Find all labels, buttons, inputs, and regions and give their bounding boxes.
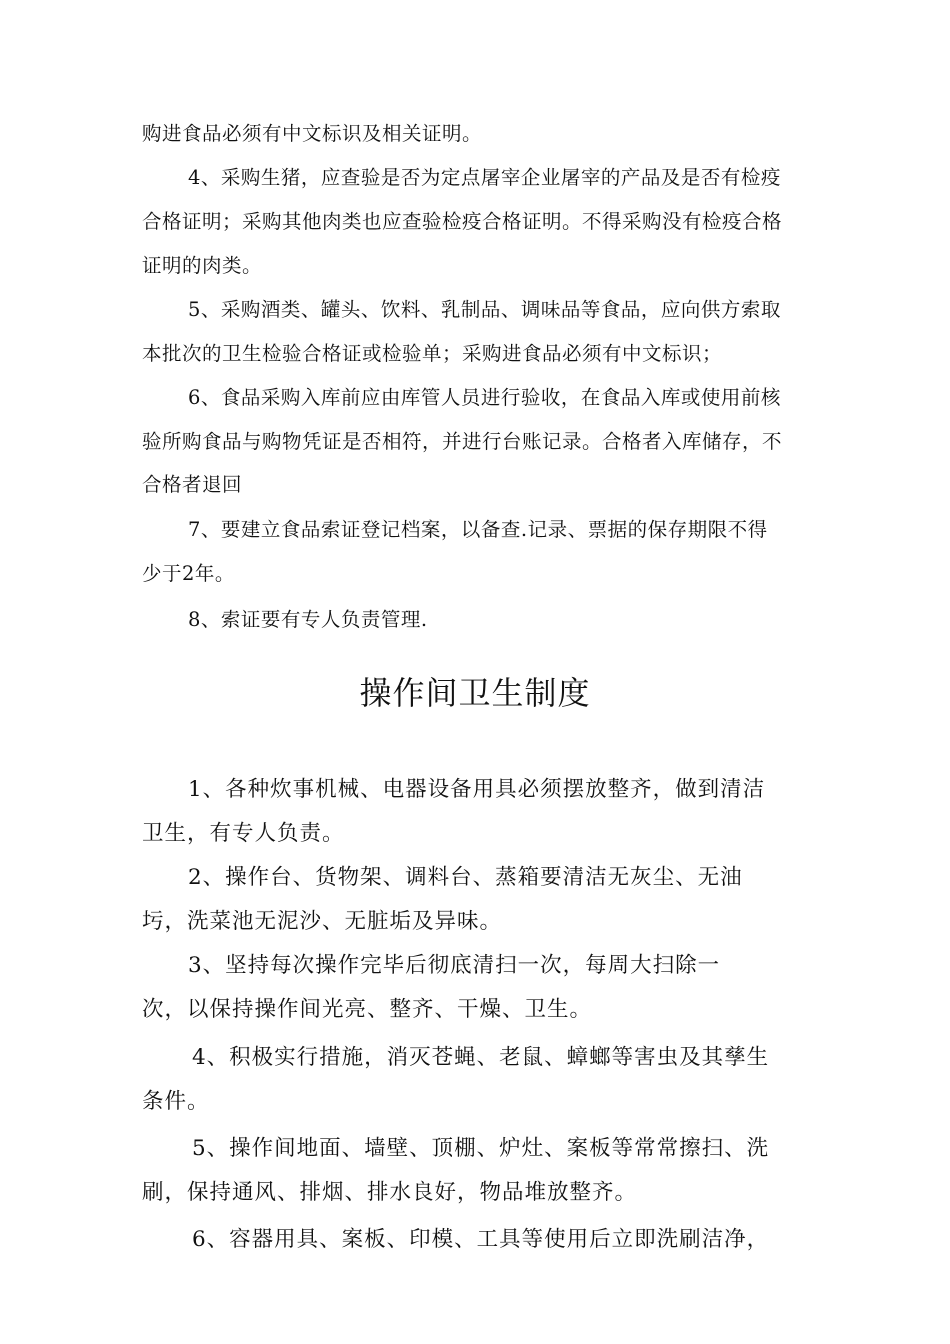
paragraph-line: 圬，洗菜池无泥沙、无脏垢及异味。 (142, 909, 503, 934)
paragraph-line: 1、各种炊事机械、电器设备用具必须摆放整齐，做到清洁 (188, 777, 766, 802)
paragraph-line: 4、采购生猪，应查验是否为定点屠宰企业屠宰的产品及是否有检疫 (188, 166, 781, 189)
paragraph-line: 2、操作台、货物架、调料台、蒸箱要清洁无灰尘、无油 (188, 865, 743, 890)
paragraph-line: 证明的肉类。 (142, 254, 263, 277)
paragraph-line: 少于2年。 (142, 562, 235, 585)
paragraph-line: 合格证明；采购其他肉类也应查验检疫合格证明。不得采购没有检疫合格 (142, 210, 783, 233)
paragraph-line: 3、坚持每次操作完毕后彻底清扫一次，每周大扫除一 (188, 953, 721, 978)
paragraph-line: 5、操作间地面、墙壁、顶棚、炉灶、案板等常常擦扫、洗 (192, 1136, 770, 1161)
paragraph-line: 验所购食品与购物凭证是否相符，并进行台账记录。合格者入库储存，不 (142, 430, 783, 453)
paragraph-line: 6、食品采购入库前应由库管人员进行验收，在食品入库或使用前核 (188, 386, 781, 409)
paragraph-line: 合格者退回 (142, 473, 243, 496)
paragraph-line: 4、积极实行措施，消灭苍蝇、老鼠、蟑螂等害虫及其孳生 (192, 1045, 770, 1070)
paragraph-line: 购进食品必须有中文标识及相关证明。 (142, 122, 483, 145)
paragraph-line: 8、索证要有专人负责管理. (188, 608, 428, 631)
paragraph-line: 本批次的卫生检验合格证或检验单；采购进食品必须有中文标识； (142, 342, 723, 365)
paragraph-line: 卫生，有专人负责。 (142, 821, 345, 846)
paragraph-line: 次，以保持操作间光亮、整齐、干燥、卫生。 (142, 997, 593, 1022)
paragraph-line: 7、要建立食品索证登记档案，以备查.记录、票据的保存期限不得 (188, 518, 768, 541)
paragraph-line: 5、采购酒类、罐头、饮料、乳制品、调味品等食品，应向供方索取 (188, 298, 781, 321)
paragraph-line: 6、容器用具、案板、印模、工具等使用后立即洗刷洁净， (192, 1227, 770, 1252)
section-title: 操作间卫生制度 (359, 674, 591, 712)
paragraph-line: 刷，保持通风、排烟、排水良好，物品堆放整齐。 (142, 1180, 638, 1205)
paragraph-line: 条件。 (142, 1089, 210, 1114)
